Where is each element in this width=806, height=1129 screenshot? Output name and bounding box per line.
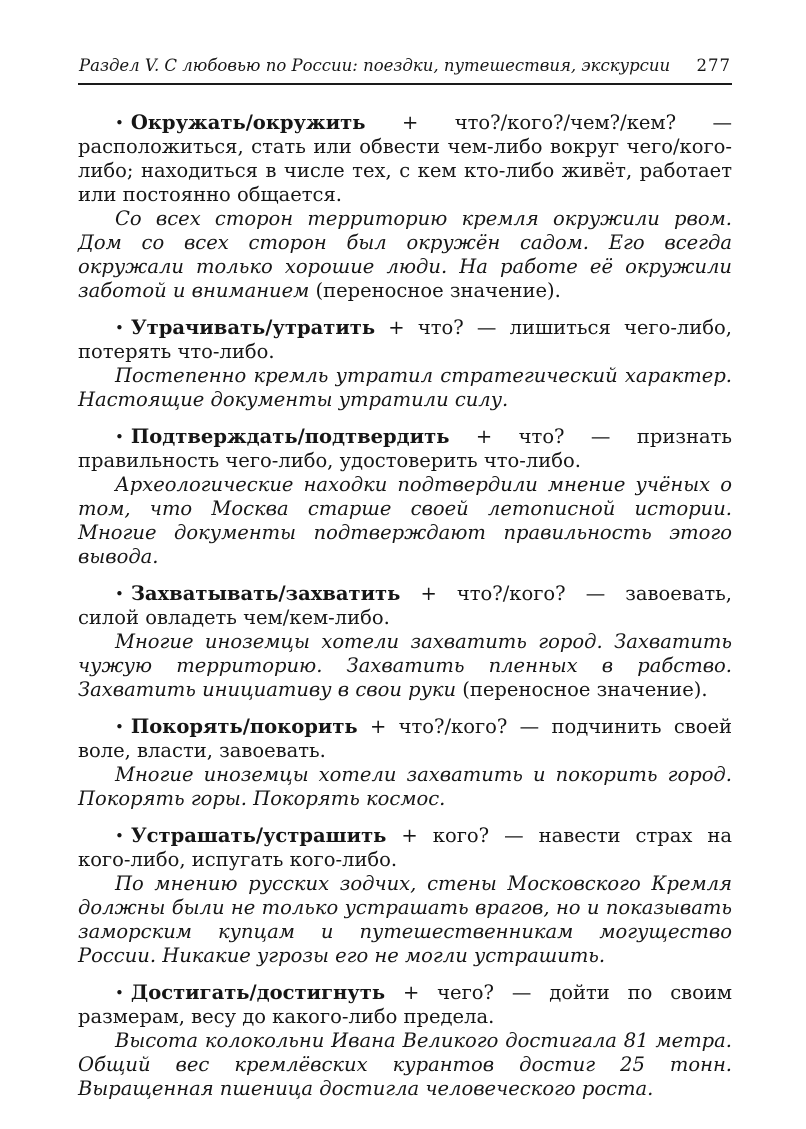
entry-example xyxy=(78,872,732,968)
valence-pattern: + чего? — xyxy=(385,981,550,1004)
definition-text: завоевать, силой овладеть чем/кем-либо. xyxy=(78,582,732,629)
dictionary-entry xyxy=(78,111,732,303)
usage-note: (переносное значение). xyxy=(462,678,708,701)
entry-example xyxy=(78,473,732,569)
valence-pattern: + что?/кого? — xyxy=(400,582,626,605)
entry-definition xyxy=(78,316,732,364)
valence-pattern: + что? — xyxy=(375,316,510,339)
entry-definition xyxy=(78,981,732,1029)
dictionary-entry xyxy=(78,582,732,702)
bullet-icon: • xyxy=(115,319,124,337)
dictionary-entry xyxy=(78,824,732,968)
valence-pattern: + что? — xyxy=(449,425,637,448)
verb-pair: Покорять/покорить xyxy=(130,715,358,738)
verb-pair: Окружать/окружить xyxy=(130,111,366,134)
example-text: Многие иноземцы хотели захватить и покорить город. Покорять горы. Покорять космос. xyxy=(78,763,732,810)
verb-pair: Устрашать/устрашить xyxy=(130,824,387,847)
example-text: Постепенно кремль утратил стратегический характер. Настоящие документы утратили силу. xyxy=(78,364,732,411)
definition-text: лишиться чего-либо, потерять что-либо. xyxy=(78,316,732,363)
example-text: Высота колокольни Ивана Великого достигала 81 метра. Общий вес кремлёвских курантов достиг 25 тонн. Выращенная пшеница достигла человеческого роста. xyxy=(78,1029,732,1100)
definition-text: дойти по своим размерам, весу до какого-либо предела. xyxy=(78,981,733,1028)
page-content xyxy=(78,111,732,1101)
verb-pair: Утрачивать/утратить xyxy=(130,316,376,339)
definition-text: признать правильность чего-либо, удостоверить что-либо. xyxy=(78,425,732,472)
verb-pair: Достигать/достигнуть xyxy=(130,981,386,1004)
running-header xyxy=(78,56,732,85)
usage-note: (переносное значение). xyxy=(315,279,561,302)
example-text: Многие иноземцы хотели захватить город. Захватить чужую территорию. Захватить пленных в рабство. Захватить инициативу в свои руки xyxy=(78,630,732,701)
example-text: По мнению русских зодчих, стены Московского Кремля должны были не только устрашать врагов, но и показывать заморским купцам и путешественникам могущество России. Никакие угрозы его не могли устрашить. xyxy=(78,872,732,967)
entry-definition xyxy=(78,111,732,207)
definition-text: расположиться, стать или обвести чем-либо вокруг чего/кого-либо; находиться в числе тех, с кем кто-либо живёт, работает или постоянно общается. xyxy=(78,135,732,206)
bullet-icon: • xyxy=(115,718,124,736)
page-number: 277 xyxy=(696,56,731,75)
valence-pattern: + кого? — xyxy=(386,824,539,847)
dictionary-entry xyxy=(78,316,732,412)
verb-pair: Захватывать/захватить xyxy=(130,582,401,605)
definition-text: навести страх на кого-либо, испугать кого-либо. xyxy=(78,824,732,871)
entry-example xyxy=(78,1029,732,1101)
entry-definition xyxy=(78,715,732,763)
valence-pattern: + что?/кого? — xyxy=(357,715,552,738)
bullet-icon: • xyxy=(115,984,124,1002)
entry-definition xyxy=(78,582,732,630)
entry-example xyxy=(78,364,732,412)
entry-example xyxy=(78,763,732,811)
section-title: Раздел V. С любовью по России: поездки, путешествия, экскурсии xyxy=(79,56,671,75)
dictionary-entry xyxy=(78,981,732,1101)
entry-example xyxy=(78,630,732,702)
dictionary-entry xyxy=(78,715,732,811)
entry-definition xyxy=(78,824,732,872)
entry-definition xyxy=(78,425,732,473)
example-text: Археологические находки подтвердили мнение учёных о том, что Москва старше своей летописной истории. Многие документы подтверждают правильность этого вывода. xyxy=(78,473,732,568)
dictionary-entry xyxy=(78,425,732,569)
definition-text: подчинить своей воле, власти, завоевать. xyxy=(78,715,732,762)
verb-pair: Подтверждать/подтвердить xyxy=(130,425,450,448)
bullet-icon: • xyxy=(115,827,124,845)
valence-pattern: + что?/кого?/чем?/кем? — xyxy=(365,111,732,134)
bullet-icon: • xyxy=(115,428,124,446)
example-text: Со всех сторон территорию кремля окружили рвом. Дом со всех сторон был окружён садом. Его всегда окружали только хорошие люди. На работе её окружили заботой и вниманием xyxy=(78,207,732,302)
bullet-icon: • xyxy=(115,585,124,603)
bullet-icon: • xyxy=(115,114,124,132)
entry-example xyxy=(78,207,732,303)
